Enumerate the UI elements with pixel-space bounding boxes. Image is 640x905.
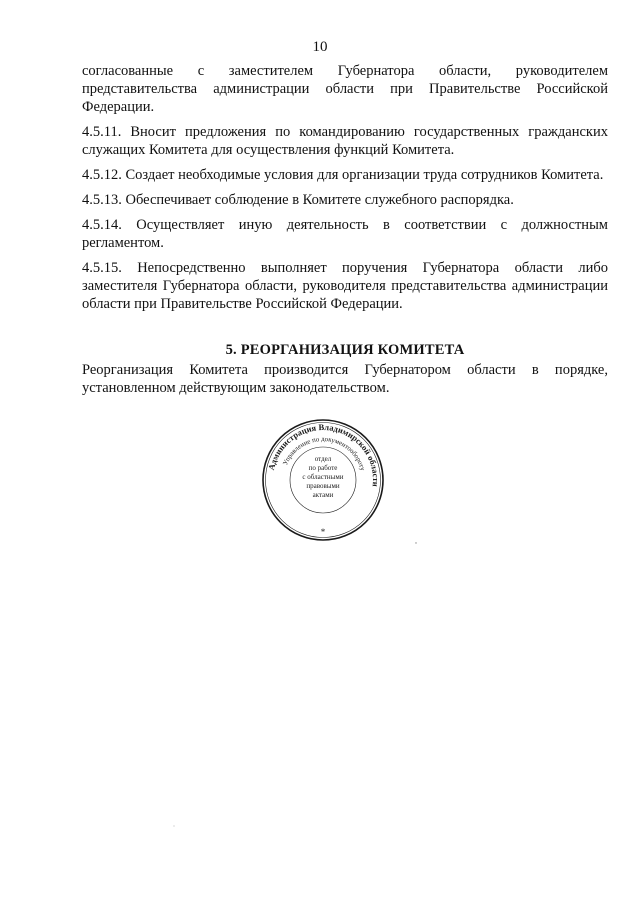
- paragraph-continuation: согласованные с заместителем Губернатора области, руководителем представительства администрации области при Правительстве Российской Федерации.: [82, 63, 608, 115]
- document-body: [82, 62, 608, 404]
- seal-center-line: правовыми: [306, 482, 340, 490]
- seal-graphic: [261, 418, 385, 542]
- seal-star: *: [320, 527, 326, 537]
- section-paragraph: Реорганизация Комитета производится Губернатором области в порядке, установленном действующим законодательством.: [82, 362, 608, 396]
- page-number: 10: [312, 39, 328, 55]
- seal-center-line: с областными: [302, 473, 344, 481]
- paragraph-4-5-13: 4.5.13. Обеспечивает соблюдение в Комитете служебного распорядка.: [82, 192, 514, 208]
- official-seal-stamp: [261, 418, 385, 542]
- seal-center-line: по работе: [308, 464, 338, 472]
- seal-inner-text: Управление по документообороту: [282, 435, 366, 472]
- paragraph-4-5-14: 4.5.14. Осуществляет иную деятельность в соответствии с должностным регламентом.: [82, 217, 608, 251]
- seal-center-line: отдел: [314, 455, 332, 463]
- paragraph-4-5-12: 4.5.12. Создает необходимые условия для организации труда сотрудников Комитета.: [82, 167, 604, 183]
- paragraph-4-5-15: 4.5.15. Непосредственно выполняет поручения Губернатора области либо заместителя Губернатора области, руководителя представительства администрации области при Правительстве Российской Федерации.: [82, 260, 608, 312]
- paragraph-4-5-11: 4.5.11. Вносит предложения по командированию государственных гражданских служащих Комитета для осуществления функций Комитета.: [82, 124, 608, 158]
- seal-center-line: актами: [312, 491, 334, 499]
- seal-outer-text: Администрация Владимирской области: [266, 421, 382, 488]
- section-heading: 5. РЕОРГАНИЗАЦИЯ КОМИТЕТА: [225, 342, 465, 358]
